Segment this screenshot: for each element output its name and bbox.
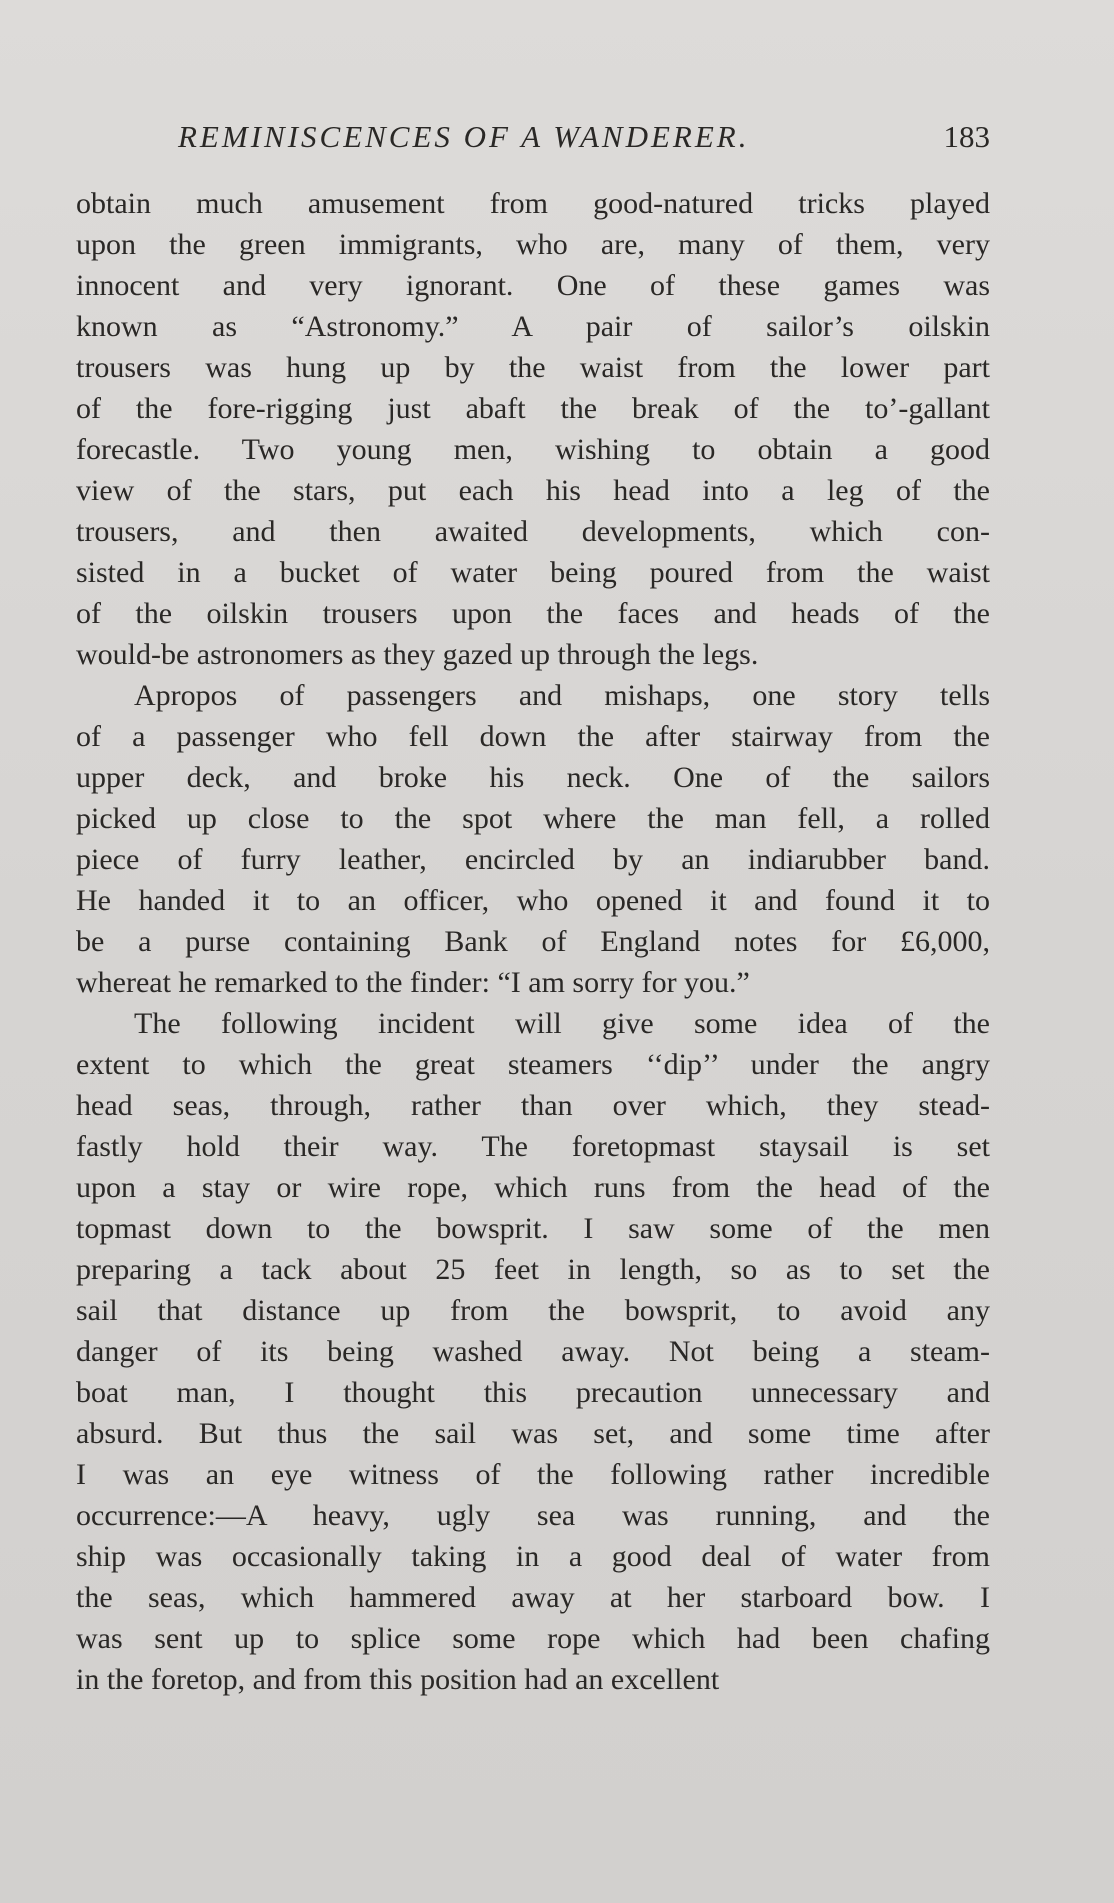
text-line: trousers, and then awaited developments, which con- [76,515,990,548]
text-line: the seas, which hammered away at her starboard bow. I [76,1581,990,1614]
running-title: REMINISCENCES OF A WANDERER. [178,119,750,154]
text-line: be a purse containing Bank of England notes for £6,000, [76,925,990,958]
text-line: boat man, I thought this precaution unnecessary and [76,1376,990,1409]
text-line: upper deck, and broke his neck. One of the sailors [76,761,990,794]
text-line: whereat he remarked to the finder: “I am sorry for you.” [76,966,750,999]
paragraph [76,1003,990,1700]
text-line: view of the stars, put each his head into a leg of the [76,474,990,507]
text-line: sail that distance up from the bowsprit, to avoid any [76,1294,990,1327]
text-line: head seas, through, rather than over which, they stead- [76,1089,990,1122]
text-line: danger of its being washed away. Not being a steam- [76,1335,990,1368]
text-line: picked up close to the spot where the man fell, a rolled [76,802,990,835]
text-line: occurrence:—A heavy, ugly sea was running, and the [76,1499,990,1532]
text-line: The following incident will give some idea of the [134,1007,990,1040]
paragraph [76,675,990,1003]
text-line: extent to which the great steamers ‘‘dip’’ under the angry [76,1048,990,1081]
text-line: topmast down to the bowsprit. I saw some of the men [76,1212,990,1245]
text-line: innocent and very ignorant. One of these games was [76,269,990,302]
text-line: ship was occasionally taking in a good deal of water from [76,1540,990,1573]
page-number: 183 [943,119,990,154]
text-line: upon the green immigrants, who are, many of them, very [76,228,990,261]
text-line: piece of furry leather, encircled by an indiarubber band. [76,843,990,876]
text-line: was sent up to splice some rope which had been chafing [76,1622,990,1655]
text-line: forecastle. Two young men, wishing to obtain a good [76,433,990,466]
text-line: sisted in a bucket of water being poured from the waist [76,556,990,589]
text-line: known as “Astronomy.” A pair of sailor’s oilskin [76,310,990,343]
text-line: fastly hold their way. The foretopmast staysail is set [76,1130,990,1163]
text-line: preparing a tack about 25 feet in length, so as to set the [76,1253,990,1286]
text-line: would-be astronomers as they gazed up through the legs. [76,638,759,671]
page-header [76,112,990,162]
body-text [76,183,990,1700]
text-line: upon a stay or wire rope, which runs from the head of the [76,1171,990,1204]
text-line: He handed it to an officer, who opened it and found it to [76,884,990,917]
paragraph [76,183,990,675]
text-line: Apropos of passengers and mishaps, one story tells [134,679,990,712]
text-line: in the foretop, and from this position had an excellent [76,1663,720,1696]
text-line: of the fore-rigging just abaft the break of the to’-gallant [76,392,990,425]
text-line: absurd. But thus the sail was set, and some time after [76,1417,990,1450]
text-line: trousers was hung up by the waist from the lower part [76,351,990,384]
text-line: obtain much amusement from good-natured tricks played [76,187,990,220]
text-line: of the oilskin trousers upon the faces and heads of the [76,597,990,630]
text-line: I was an eye witness of the following rather incredible [76,1458,990,1491]
text-line: of a passenger who fell down the after stairway from the [76,720,990,753]
